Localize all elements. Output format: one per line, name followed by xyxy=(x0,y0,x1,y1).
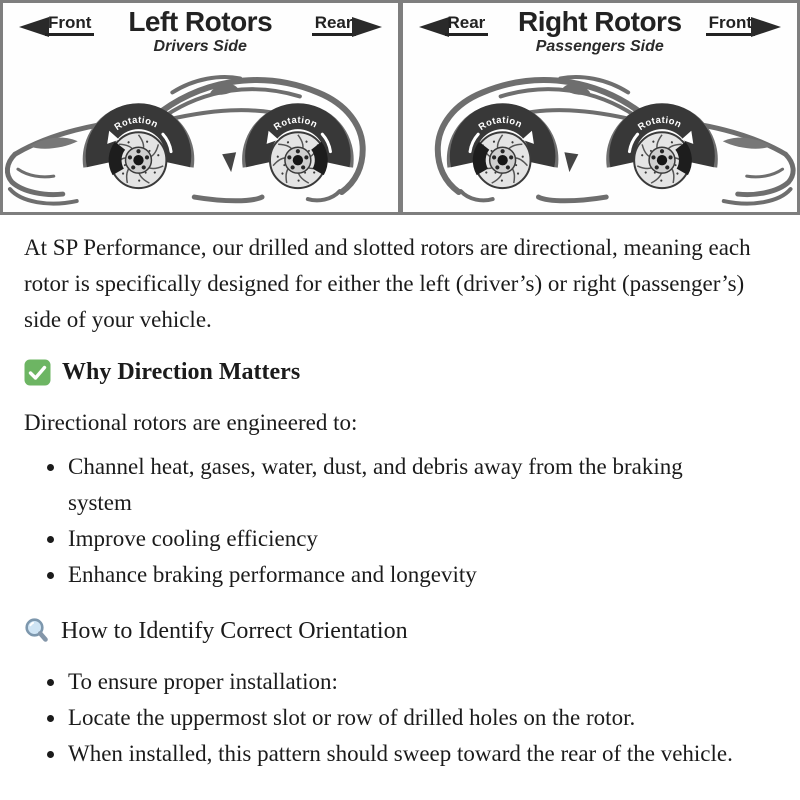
panel-title: Left Rotors xyxy=(128,6,273,37)
car-sketch-right-side xyxy=(403,50,798,210)
panel-title: Right Rotors xyxy=(517,6,682,37)
magnifying-glass-icon xyxy=(24,617,50,645)
why-direction-matters-heading xyxy=(24,354,776,390)
front-direction-label xyxy=(19,13,94,37)
direction-text: Rear xyxy=(312,13,356,36)
heading-text: Why Direction Matters xyxy=(62,359,301,385)
list-item: • Channel heat, gases, water, dust, and debris away from the braking system xyxy=(67,449,716,521)
panel-subtitle: Drivers Side xyxy=(153,38,247,55)
rotor-direction-diagram xyxy=(0,0,800,215)
list-item: • Locate the uppermost slot or row of drilled holes on the rotor. xyxy=(67,700,774,736)
benefits-list xyxy=(24,449,776,593)
panel-subtitle: Passengers Side xyxy=(535,38,664,55)
installation-list xyxy=(24,664,776,772)
check-mark-icon xyxy=(24,359,51,386)
rotation-label: Rotation xyxy=(635,114,683,133)
lead-paragraph: Directional rotors are engineered to: xyxy=(24,410,358,435)
front-direction-label xyxy=(706,13,781,37)
rear-direction-label xyxy=(419,13,489,37)
arrow-left-icon xyxy=(419,17,449,37)
rear-direction-label xyxy=(312,13,382,37)
article-body xyxy=(0,215,800,772)
left-rotors-panel xyxy=(3,3,398,212)
car-sketch-left-side xyxy=(3,50,398,210)
intro-paragraph: At SP Performance, our drilled and slotted rotors are directional, meaning each rotor is specifically designed for either the left (driver’s) or right (passenger’s) side of your vehicle. xyxy=(24,235,751,332)
right-rotors-panel xyxy=(398,3,798,212)
list-item: • When installed, this pattern should sweep toward the rear of the vehicle. xyxy=(67,736,774,772)
arrow-right-icon xyxy=(352,17,382,37)
heading-text: How to Identify Correct Orientation xyxy=(61,618,408,644)
rotation-label: Rotation xyxy=(112,114,160,133)
rotation-label: Rotation xyxy=(476,114,524,133)
list-item: • Improve cooling efficiency xyxy=(67,521,716,557)
rotation-label: Rotation xyxy=(271,114,320,133)
direction-text: Rear xyxy=(445,13,489,36)
how-to-identify-heading xyxy=(24,613,776,649)
list-item: • Enhance braking performance and longevity xyxy=(67,557,716,593)
direction-text: Front xyxy=(706,13,755,36)
list-item: • To ensure proper installation: xyxy=(67,664,774,700)
arrow-right-icon xyxy=(751,17,781,37)
direction-text: Front xyxy=(45,13,94,36)
